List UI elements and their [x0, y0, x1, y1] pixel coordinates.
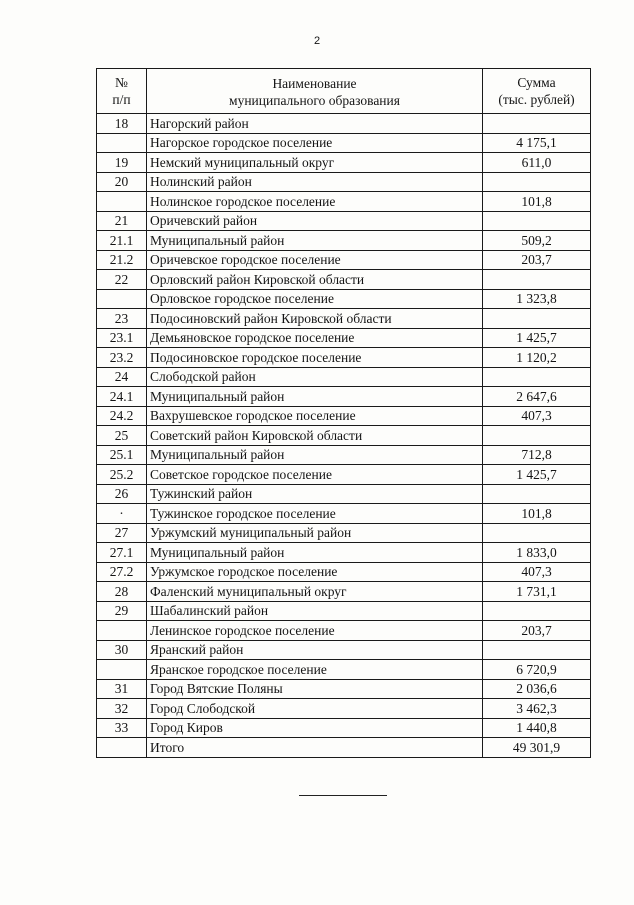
- header-name: [147, 69, 483, 114]
- table-row: [97, 504, 591, 524]
- table-row: [97, 133, 591, 153]
- table-row: [97, 679, 591, 699]
- row-sum-cell: [483, 640, 591, 660]
- row-name-cell: Уржумское городское поселение: [147, 562, 483, 582]
- row-sum-cell: 49 301,9: [483, 738, 591, 758]
- row-sum-cell: [483, 426, 591, 446]
- row-number-cell: 18: [97, 114, 147, 134]
- row-number-cell: [97, 133, 147, 153]
- header-number-line1: №: [115, 75, 128, 90]
- row-name-cell: Нагорское городское поселение: [147, 133, 483, 153]
- row-name-cell: Вахрушевское городское поселение: [147, 406, 483, 426]
- row-number-cell: 28: [97, 582, 147, 602]
- header-number-line2: п/п: [112, 92, 131, 107]
- table-row: [97, 621, 591, 641]
- row-sum-cell: 2 647,6: [483, 387, 591, 407]
- row-number-cell: 24.1: [97, 387, 147, 407]
- table-row: [97, 465, 591, 485]
- row-name-cell: Муниципальный район: [147, 543, 483, 563]
- row-name-cell: Нолинское городское поселение: [147, 192, 483, 212]
- row-name-cell: Советский район Кировской области: [147, 426, 483, 446]
- row-number-cell: 25.2: [97, 465, 147, 485]
- table-row: [97, 484, 591, 504]
- table-row: [97, 718, 591, 738]
- header-sum-line1: Сумма: [517, 75, 556, 90]
- row-number-cell: [97, 289, 147, 309]
- row-name-cell: Итого: [147, 738, 483, 758]
- row-number-cell: 27.2: [97, 562, 147, 582]
- row-sum-cell: 4 175,1: [483, 133, 591, 153]
- row-number-cell: 23.2: [97, 348, 147, 368]
- row-sum-cell: 1 323,8: [483, 289, 591, 309]
- table-body: [97, 114, 591, 758]
- row-number-cell: [97, 660, 147, 680]
- row-number-cell: 25.1: [97, 445, 147, 465]
- header-sum: [483, 69, 591, 114]
- table-row: [97, 660, 591, 680]
- table-row: [97, 192, 591, 212]
- row-name-cell: Город Слободской: [147, 699, 483, 719]
- table-row: [97, 328, 591, 348]
- header-name-line1: Наименование: [272, 76, 357, 91]
- row-sum-cell: 1 425,7: [483, 328, 591, 348]
- row-name-cell: Уржумский муниципальный район: [147, 523, 483, 543]
- row-number-cell: 21.2: [97, 250, 147, 270]
- table-row: [97, 289, 591, 309]
- row-sum-cell: 3 462,3: [483, 699, 591, 719]
- row-sum-cell: 203,7: [483, 621, 591, 641]
- row-number-cell: 24.2: [97, 406, 147, 426]
- row-name-cell: Ленинское городское поселение: [147, 621, 483, 641]
- row-name-cell: Яранское городское поселение: [147, 660, 483, 680]
- row-number-cell: 21.1: [97, 231, 147, 251]
- row-name-cell: Город Вятские Поляны: [147, 679, 483, 699]
- row-sum-cell: [483, 172, 591, 192]
- row-name-cell: Муниципальный район: [147, 445, 483, 465]
- row-number-cell: 23.1: [97, 328, 147, 348]
- row-name-cell: Подосиновское городское поселение: [147, 348, 483, 368]
- table-row: [97, 601, 591, 621]
- row-name-cell: Подосиновский район Кировской области: [147, 309, 483, 329]
- row-name-cell: Оричевское городское поселение: [147, 250, 483, 270]
- row-sum-cell: 2 036,6: [483, 679, 591, 699]
- table-row: [97, 406, 591, 426]
- row-name-cell: Нолинский район: [147, 172, 483, 192]
- table-row: [97, 114, 591, 134]
- row-sum-cell: 6 720,9: [483, 660, 591, 680]
- table-row: [97, 582, 591, 602]
- row-name-cell: Тужинский район: [147, 484, 483, 504]
- table-row: [97, 367, 591, 387]
- table-row: [97, 562, 591, 582]
- row-number-cell: ·: [97, 504, 147, 524]
- row-number-cell: 33: [97, 718, 147, 738]
- table-row: [97, 699, 591, 719]
- row-name-cell: Советское городское поселение: [147, 465, 483, 485]
- row-number-cell: 29: [97, 601, 147, 621]
- header-number: [97, 69, 147, 114]
- row-number-cell: [97, 621, 147, 641]
- closing-rule: [299, 795, 387, 796]
- row-sum-cell: [483, 601, 591, 621]
- row-number-cell: [97, 738, 147, 758]
- row-name-cell: Тужинское городское поселение: [147, 504, 483, 524]
- table-row: [97, 211, 591, 231]
- row-sum-cell: [483, 270, 591, 290]
- row-sum-cell: 712,8: [483, 445, 591, 465]
- row-sum-cell: 1 833,0: [483, 543, 591, 563]
- row-sum-cell: 1 425,7: [483, 465, 591, 485]
- row-number-cell: 31: [97, 679, 147, 699]
- row-name-cell: Орловский район Кировской области: [147, 270, 483, 290]
- table-row: [97, 387, 591, 407]
- row-name-cell: Немский муниципальный округ: [147, 153, 483, 173]
- table-row: [97, 738, 591, 758]
- table-row: [97, 426, 591, 446]
- allocation-table: [96, 68, 591, 758]
- table-row: [97, 543, 591, 563]
- row-sum-cell: [483, 309, 591, 329]
- row-sum-cell: [483, 523, 591, 543]
- row-sum-cell: 611,0: [483, 153, 591, 173]
- row-sum-cell: 1 440,8: [483, 718, 591, 738]
- row-sum-cell: [483, 484, 591, 504]
- row-sum-cell: 509,2: [483, 231, 591, 251]
- row-sum-cell: 407,3: [483, 406, 591, 426]
- row-sum-cell: 407,3: [483, 562, 591, 582]
- row-name-cell: Оричевский район: [147, 211, 483, 231]
- row-number-cell: 21: [97, 211, 147, 231]
- row-sum-cell: 1 731,1: [483, 582, 591, 602]
- row-number-cell: 24: [97, 367, 147, 387]
- row-number-cell: 27: [97, 523, 147, 543]
- row-number-cell: 30: [97, 640, 147, 660]
- row-name-cell: Орловское городское поселение: [147, 289, 483, 309]
- row-number-cell: 19: [97, 153, 147, 173]
- page-number: 2: [313, 35, 321, 47]
- table-row: [97, 348, 591, 368]
- row-number-cell: 23: [97, 309, 147, 329]
- row-number-cell: 27.1: [97, 543, 147, 563]
- row-name-cell: Демьяновское городское поселение: [147, 328, 483, 348]
- table-row: [97, 640, 591, 660]
- header-sum-line2: (тыс. рублей): [498, 92, 575, 107]
- row-name-cell: Город Киров: [147, 718, 483, 738]
- table-row: [97, 172, 591, 192]
- table-row: [97, 231, 591, 251]
- row-name-cell: Муниципальный район: [147, 231, 483, 251]
- row-number-cell: 22: [97, 270, 147, 290]
- row-sum-cell: 101,8: [483, 504, 591, 524]
- table-row: [97, 309, 591, 329]
- row-sum-cell: [483, 114, 591, 134]
- row-number-cell: 32: [97, 699, 147, 719]
- table-header-row: [97, 69, 591, 114]
- table-row: [97, 153, 591, 173]
- row-sum-cell: 101,8: [483, 192, 591, 212]
- row-name-cell: Шабалинский район: [147, 601, 483, 621]
- table-row: [97, 250, 591, 270]
- row-number-cell: [97, 192, 147, 212]
- header-name-line2: муниципального образования: [229, 93, 400, 108]
- row-number-cell: 25: [97, 426, 147, 446]
- table-row: [97, 445, 591, 465]
- row-name-cell: Фаленский муниципальный округ: [147, 582, 483, 602]
- row-number-cell: 20: [97, 172, 147, 192]
- row-name-cell: Муниципальный район: [147, 387, 483, 407]
- row-name-cell: Слободской район: [147, 367, 483, 387]
- table-row: [97, 523, 591, 543]
- row-sum-cell: [483, 367, 591, 387]
- row-sum-cell: [483, 211, 591, 231]
- table-row: [97, 270, 591, 290]
- row-name-cell: Нагорский район: [147, 114, 483, 134]
- row-sum-cell: 203,7: [483, 250, 591, 270]
- row-sum-cell: 1 120,2: [483, 348, 591, 368]
- row-number-cell: 26: [97, 484, 147, 504]
- row-name-cell: Яранский район: [147, 640, 483, 660]
